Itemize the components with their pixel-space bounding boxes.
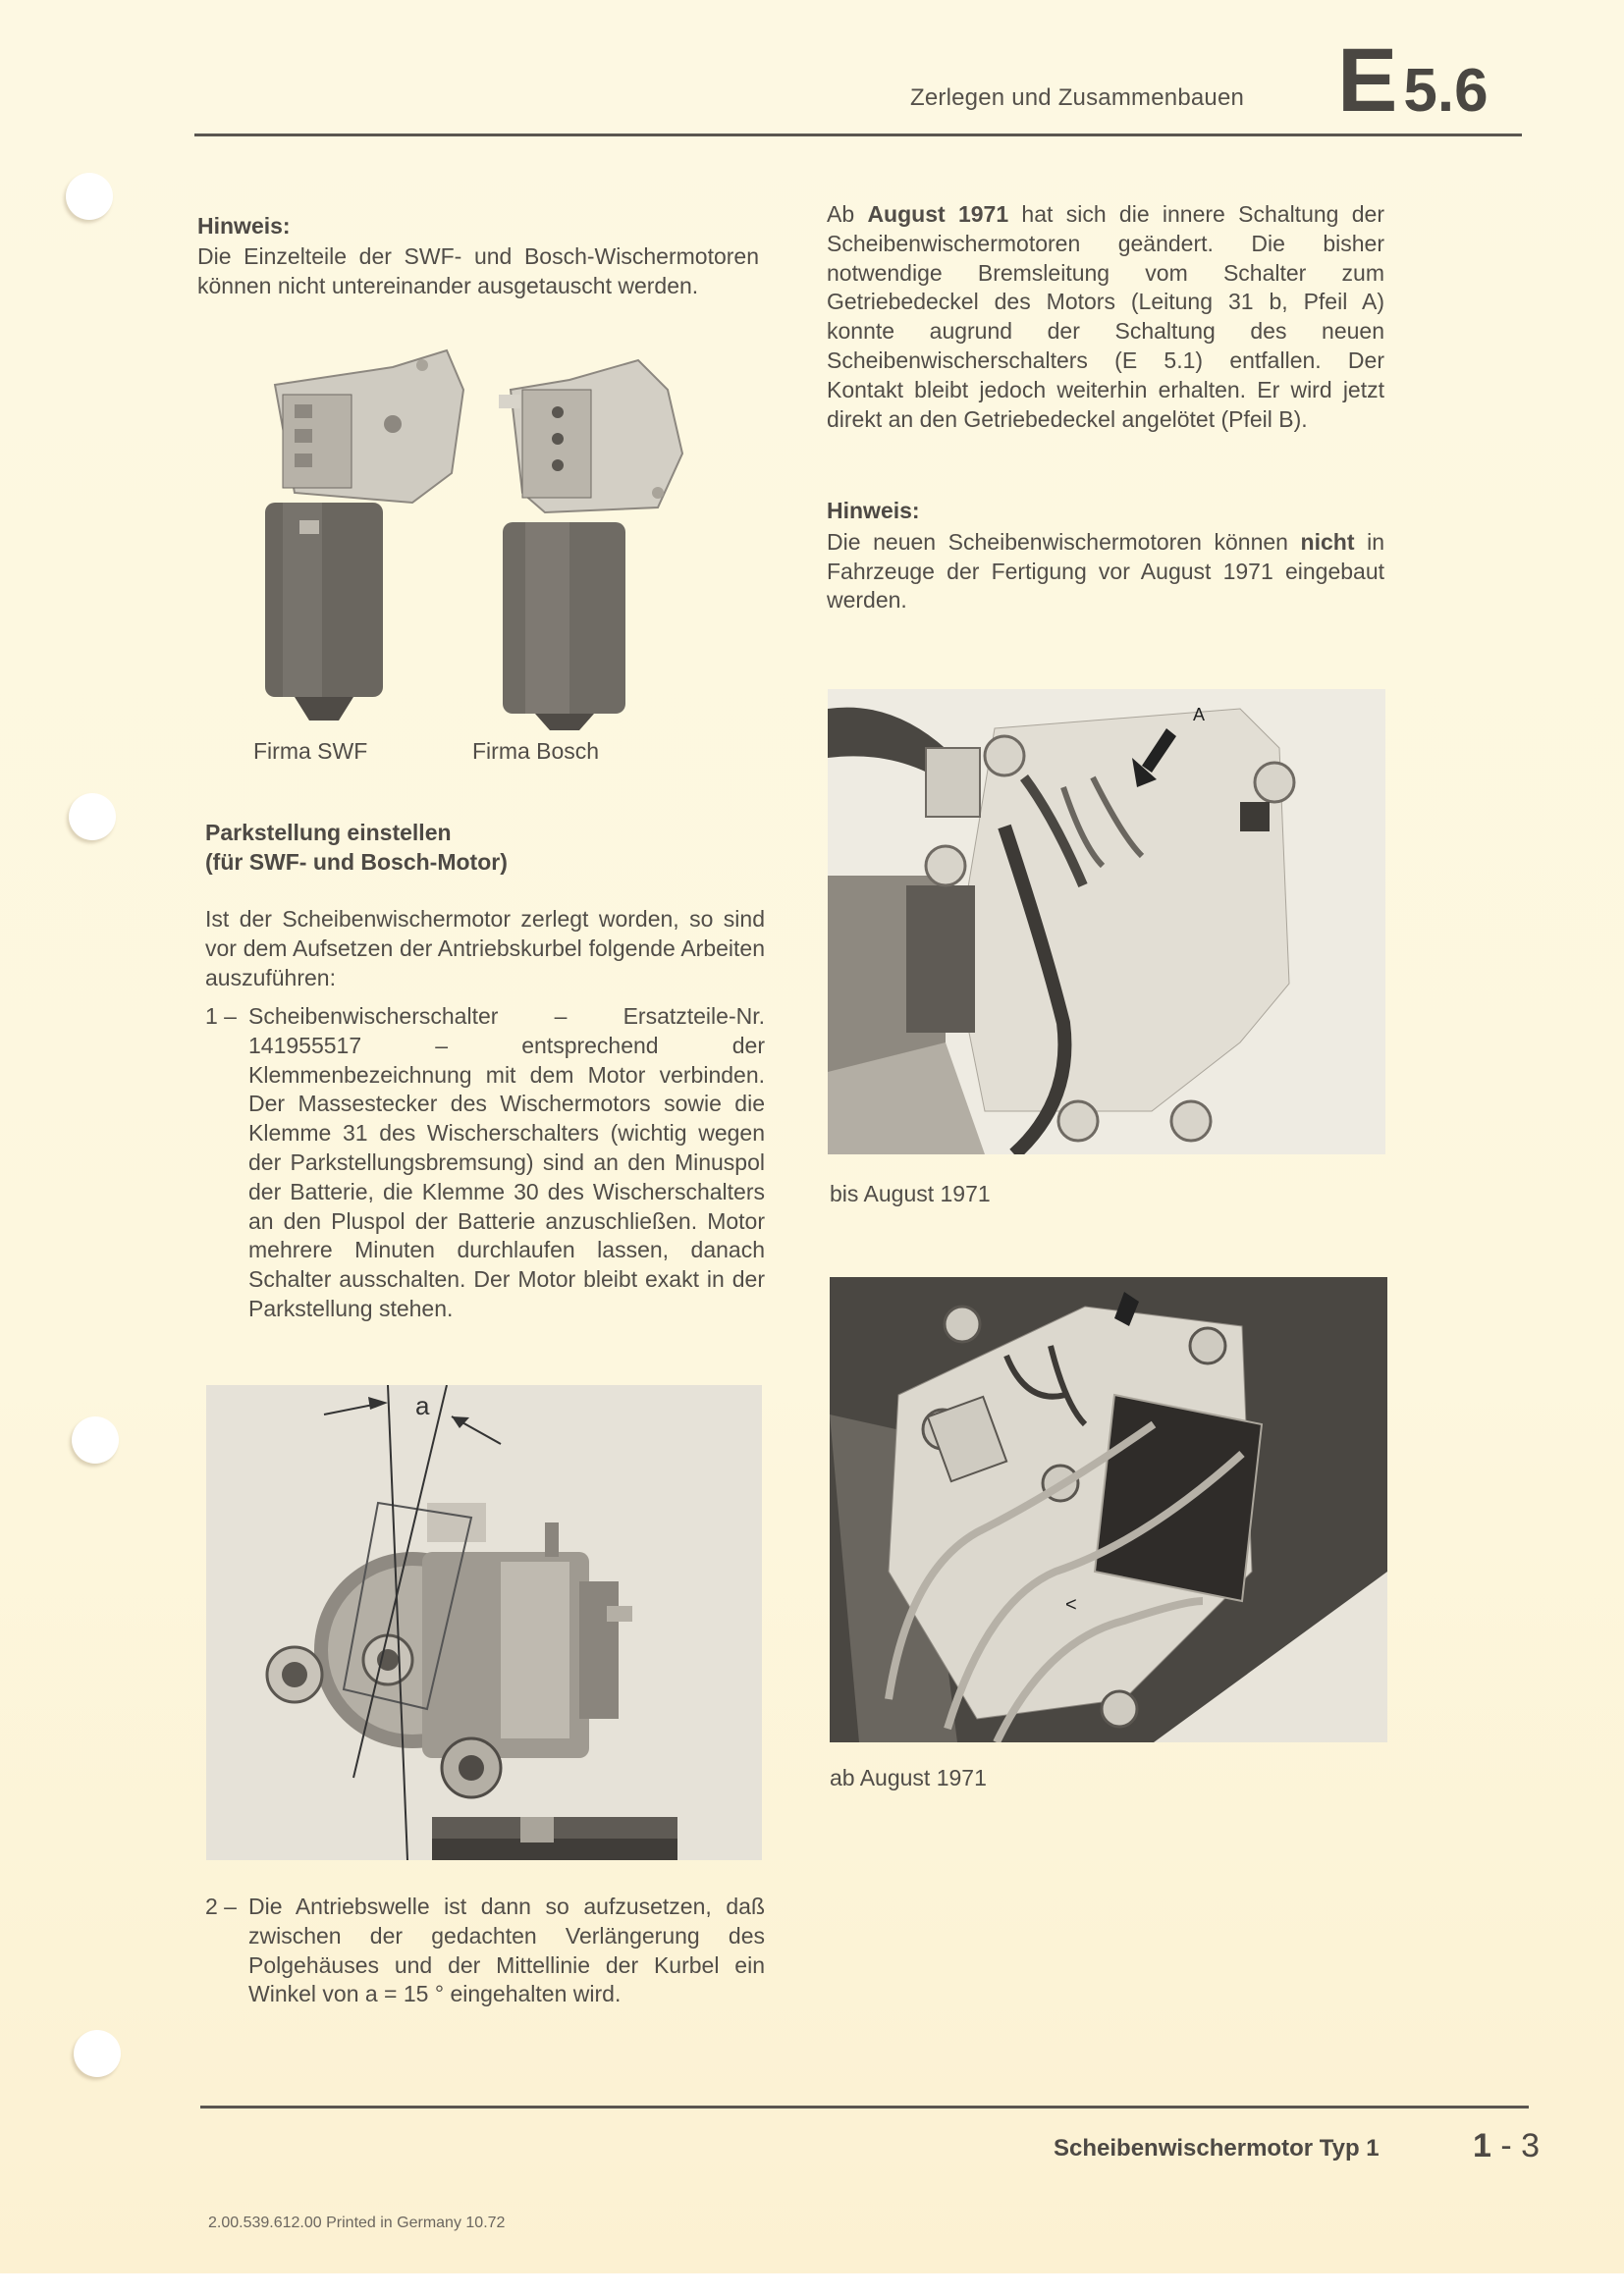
note-text bbox=[827, 528, 1384, 615]
svg-text:<: < bbox=[1065, 1594, 1077, 1616]
swf-motor bbox=[265, 350, 463, 721]
change-paragraph bbox=[827, 200, 1384, 434]
angle-label: a bbox=[415, 1391, 430, 1420]
punch-hole bbox=[74, 2030, 121, 2077]
motors-illustration bbox=[245, 346, 697, 730]
step-number: 2 – bbox=[205, 1894, 237, 1919]
motors-photo bbox=[245, 346, 697, 730]
wiring-after-illustration bbox=[830, 1277, 1387, 1742]
note-new-motors bbox=[827, 497, 1384, 615]
caption-bosch: Firma Bosch bbox=[472, 738, 600, 764]
page-chapter: 1 bbox=[1473, 2127, 1491, 2164]
wiring-before-illustration bbox=[828, 689, 1385, 1154]
park-intro: Ist der Scheibenwischermotor zerlegt worden, so sind vor dem Aufsetzen der Antriebskurbel folgende Arbeiten auszuführen: bbox=[205, 906, 765, 990]
step-text: Die Antriebswelle ist dann so aufzusetzen, daß zwischen der gedachten Verlängerung des Polgehäuses und der Mittellinie der Kurbel ein Winkel von a = 15 ° eingehalten wird. bbox=[248, 1894, 765, 2007]
page-separator: - bbox=[1490, 2127, 1522, 2164]
page-number bbox=[1473, 2127, 1540, 2165]
header-rule bbox=[194, 133, 1522, 136]
section-number: 5.6 bbox=[1403, 57, 1489, 125]
caption-swf: Firma SWF bbox=[253, 738, 368, 764]
section-letter: E bbox=[1337, 30, 1398, 131]
punch-hole bbox=[69, 793, 116, 840]
step-text: Scheibenwischerschalter – Ersatzteile-Nr. 141955517 – entsprechend der Klemmenbezeichnung mit dem Motor verbinden. Der Massestecker des Wischermotors sowie die Klemme 31 des Wischerschalters (wichtig wegen der Parkstellungsbremsung) sind an den Minuspol der Batterie, die Klemme 30 des Wischerschalters an den Pluspol der Batterie anzuschließen. Motor mehrere Minuten durchlaufen lassen, danach Schalter ausschalten. Der Motor bleibt exakt in der Parkstellung stehen. bbox=[248, 1003, 765, 1321]
park-heading-line2: (für SWF- und Bosch-Motor) bbox=[205, 848, 508, 875]
para-text: hat sich die innere Schaltung der Scheibenwischermotoren geändert. Die bisher notwendige Bremsleitung vom Schalter zum Getriebedeckel des Motors (Leitung 31 b, Pfeil A) konnte augrund der Schaltung des neuen Scheibenwischerschalters (E 5.1) entfallen. Der Kontakt bleibt jedoch weiterhin erhalten. Er wird jetzt direkt an den Getriebedeckel angelötet (Pfeil B). bbox=[827, 201, 1384, 432]
note-text-emphasis: nicht bbox=[1300, 528, 1355, 555]
step-number: 1 – bbox=[205, 1003, 237, 1029]
caption-after: ab August 1971 bbox=[830, 1765, 987, 1790]
note-heading: Hinweis: bbox=[827, 498, 920, 523]
punch-hole bbox=[66, 173, 113, 220]
footer-rule bbox=[200, 2106, 1529, 2109]
note-swf-bosch bbox=[197, 212, 759, 300]
label-a: A bbox=[1193, 705, 1206, 724]
para-date: August 1971 bbox=[867, 201, 1009, 227]
photo-before-aug-1971 bbox=[828, 689, 1385, 1154]
angle-illustration bbox=[206, 1385, 762, 1860]
note-text-part2: in Fahrzeuge der Fertigung vor August 1971 eingebaut werden. bbox=[827, 528, 1384, 614]
section-title: Zerlegen und Zusammenbauen bbox=[910, 84, 1245, 111]
print-info: 2.00.539.612.00 Printed in Germany 10.72 bbox=[208, 2215, 506, 2231]
step-2 bbox=[205, 1893, 765, 2009]
note-text: Die Einzelteile der SWF- und Bosch-Wischermotoren können nicht untereinander ausgetauscht werden. bbox=[197, 242, 759, 298]
note-text-part1: Die neuen Scheibenwischermotoren können bbox=[827, 528, 1301, 555]
photo-after-aug-1971 bbox=[830, 1277, 1387, 1742]
para-prefix: Ab bbox=[827, 201, 868, 227]
section-code bbox=[1337, 30, 1489, 131]
park-heading-line1: Parkstellung einstellen bbox=[205, 820, 452, 845]
caption-before: bis August 1971 bbox=[830, 1181, 991, 1206]
punch-hole bbox=[72, 1416, 119, 1464]
angle-photo bbox=[206, 1385, 762, 1860]
note-heading: Hinweis: bbox=[197, 213, 291, 239]
bosch-motor bbox=[499, 360, 682, 730]
page-index: 3 bbox=[1521, 2127, 1541, 2164]
park-heading bbox=[205, 819, 765, 878]
step-1 bbox=[205, 1002, 765, 1324]
footer-title: Scheibenwischermotor Typ 1 bbox=[1054, 2135, 1380, 2162]
